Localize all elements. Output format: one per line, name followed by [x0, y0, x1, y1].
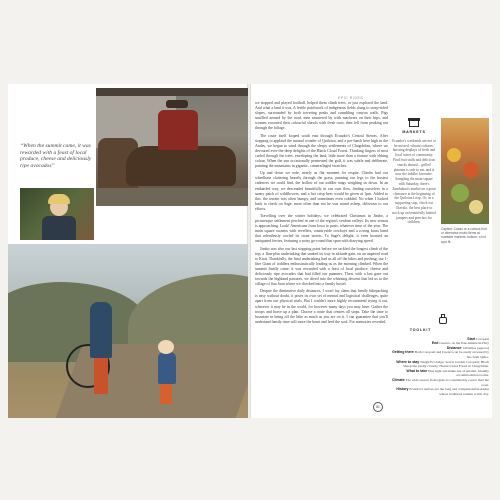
rider-poncho: [158, 110, 198, 150]
toolkit-label: Climate: [392, 377, 405, 382]
toolkit-label: Start: [467, 336, 476, 341]
toolkit-value: Tinigil Ecolodge; Secret Garden Cotopaxi; Black Sheep Inn (sadly closed); Hostal Cloud Forest in Chugchilan.: [402, 359, 489, 369]
photo-caption: Caption: Cacao or a curious fruit or otherwise exotic items at roadside markets; bottom: a hot spot fit.: [441, 227, 487, 244]
adult-legs: [94, 354, 108, 394]
toolkit-row: [392, 350, 489, 359]
adult-cyclist: [90, 302, 112, 358]
body-paragraph: The route itself looped south east through Ecuador's Central Sierras. After stopping to applaud the natural wonder of Quilotoa, and a pre-lunch beer high in the Andes, we began to wind through the sleepy settlements of Chugchilan, where we devoured ever-the-deep delights of the Black Cloud Forest. Thinking fingers of mist curled through the trees, enveloping the land, little more than a feature with ebbing colour. When the sun occasionally permeated the gulf, it was subtle and deliberate, painting the mountains in gigantic, cameraflaged swatches.: [255, 133, 388, 169]
child-head: [158, 340, 174, 354]
running-head: EPIC RIDES: [338, 96, 364, 100]
toolkit-body: [439, 317, 447, 324]
body-paragraph: Up and down we rode, nearly as flat moment for respite. Climbs had our wheelbase clattering heavily through the grass; panning our legs to the busiest cadences we could find, the hollow of our toddler sings weighing us down. In an embattled way, we descended beautifully in our own flow, finding ourselves in a sunny patch of wildflowers, and a hot crisp beer would be given at 1pm. Added to this, the terrain was often bumpy, and sometimes even cobbled. No when I looked back to check on Sage, more often than not he was sound asleep, oblivious to our efforts.: [255, 171, 388, 211]
rider-hat: [166, 100, 188, 108]
toolkit-value: Both Cotopaxi and Cuenca can be easily accessed by bus from Quito.: [414, 350, 489, 359]
child-walker: [158, 352, 176, 384]
toolkit-value: The wide season from Quito is considerably cooler than the coast.: [405, 377, 489, 387]
toolkit-label: What to take: [406, 368, 428, 373]
bikepacking-photo: [8, 244, 248, 418]
market-stall-icon: [408, 118, 420, 127]
stall-body: [409, 121, 419, 127]
fruit: [451, 184, 469, 202]
child-legs: [160, 382, 172, 404]
toolkit-row: [392, 387, 489, 396]
ground: [96, 188, 248, 206]
body-paragraph: Jimbo was also our last stopping point before we tackled the longest climb of the trip, a 1km-plus undertaking that snaked its way in altitude gain, on an unpaved road to Kirai. Thankfully, the final undertaking had us all off the bikes and pushing; our 1-litre Giant of toddlers enthusiastically leading us as the morning climbed. When the summit finally came, it was rewarded with a feast of local produce, cheese and deliciously ripe avocados that had filled our panniers. Then, with a last gaze out towards the highland pastures, we dived into the whizzing descent that led us to the village of San Juan where we checked into a family hostel.: [255, 246, 388, 287]
toolkit-value: Cotopaxi: [476, 336, 489, 341]
body-paragraph: we stopped and played football, helped them climb trees, or just explored the land. And what a land it was. A fertile patchwork of indigenous fields clung to steep-sided slopes, surrounded by both towering peaks and crumbling canyon walls. Pigs snuffled around by the road, men sauntered by with machetes on their hips, and women swooned their colourful shawls with fresh corn, then fell from peaking out through the foliage.: [255, 101, 388, 131]
toolkit-value: Ecuador's natives are the long and companionable Andes whose traditions remain to this day.: [409, 387, 489, 396]
body-paragraph: Travelling over the winter holidays, we celebrated Christmas in Jimbo, a picturesque settlement perched in one of the region's verdant valleys. Its new season is approaching. Look! Americans from Iowa to paris; whatever time of the year. The main square swarms with revellers, countryside cowboys and a roving brass band that relentlessly circled its stone streets. To Sage's delight, it even boasted an antiquated ferries, featuring a noisy go-round that spun with dizzying speed.: [255, 213, 388, 244]
toolkit-value: Cuenca, on the Pan-American Hwy: [439, 341, 489, 346]
fruit: [447, 148, 461, 162]
toolkit-label: History: [396, 387, 409, 392]
market-produce-photo: [441, 118, 489, 224]
rider-horse-photo: [96, 88, 248, 206]
child-coat: [42, 216, 76, 240]
roof-edge: [96, 88, 248, 96]
markets-sidebar: [392, 118, 436, 225]
fruit: [469, 200, 483, 214]
toolkit-value: 140 miles (approx): [462, 345, 489, 350]
markets-text: Ecuador's weekends are not to be missed: vibrant cultures, bursting displays of fresh and local wares of community. Find fruit stalls and delicious snacks aboard – grilled plantain is safe to eat, and is now the toddler favourite. Sampling the main square with Saturday, there's Zumbahua's market on a great clearance at the beginning of the Quilotoa Loop. Or, as a supporting stop, check out Otavalo, the best place to stock up on beautifully knitted jumpers and ponchos for children.: [392, 138, 436, 225]
toolkit-box: [392, 314, 489, 396]
markets-title: MARKETS: [402, 130, 426, 134]
toolkit-value: Plus light and make use of smaller, friendly accommodation rooms.: [428, 368, 489, 378]
toolkit-label: Where to stay: [396, 359, 420, 364]
fruit: [463, 162, 479, 178]
toolkit-row: [392, 378, 489, 387]
page-number: 81: [373, 402, 383, 412]
toolkit-row: [392, 369, 489, 378]
child-photo: [20, 188, 94, 240]
toolkit-title: TOOLKIT: [409, 328, 432, 332]
article-body: [255, 101, 388, 327]
toolkit-label: Distance: [446, 345, 462, 350]
toolkit-row: [392, 360, 489, 369]
body-paragraph: Despite the diminutive daily distances, I won't lay claim that family bikepacking is easy without doubt, it poses its own set of mental and logistical challenges, quite apart from our physical trials. But I couldn't more highly recommend trying it out, wherever it may be in the world, for however many days you may have. Gather the troops and brave up a plan. Choose a route that centres all stops. Take the time to luxuriate in being off the bike as much as you are on it. I can guarantee that you'll undertand family time will more the heart and feed the soul. For memories revealed.: [255, 289, 388, 324]
toolkit-icon: [437, 314, 449, 326]
toolkit-label: End: [431, 341, 439, 346]
pull-quote: “When the summit came, it was rewarded with a feast of local produce, cheese and deliciously ripe avocados”: [20, 143, 92, 169]
horse: [126, 146, 236, 186]
toolkit-label: Getting there: [392, 350, 414, 355]
child-hair: [48, 194, 70, 204]
